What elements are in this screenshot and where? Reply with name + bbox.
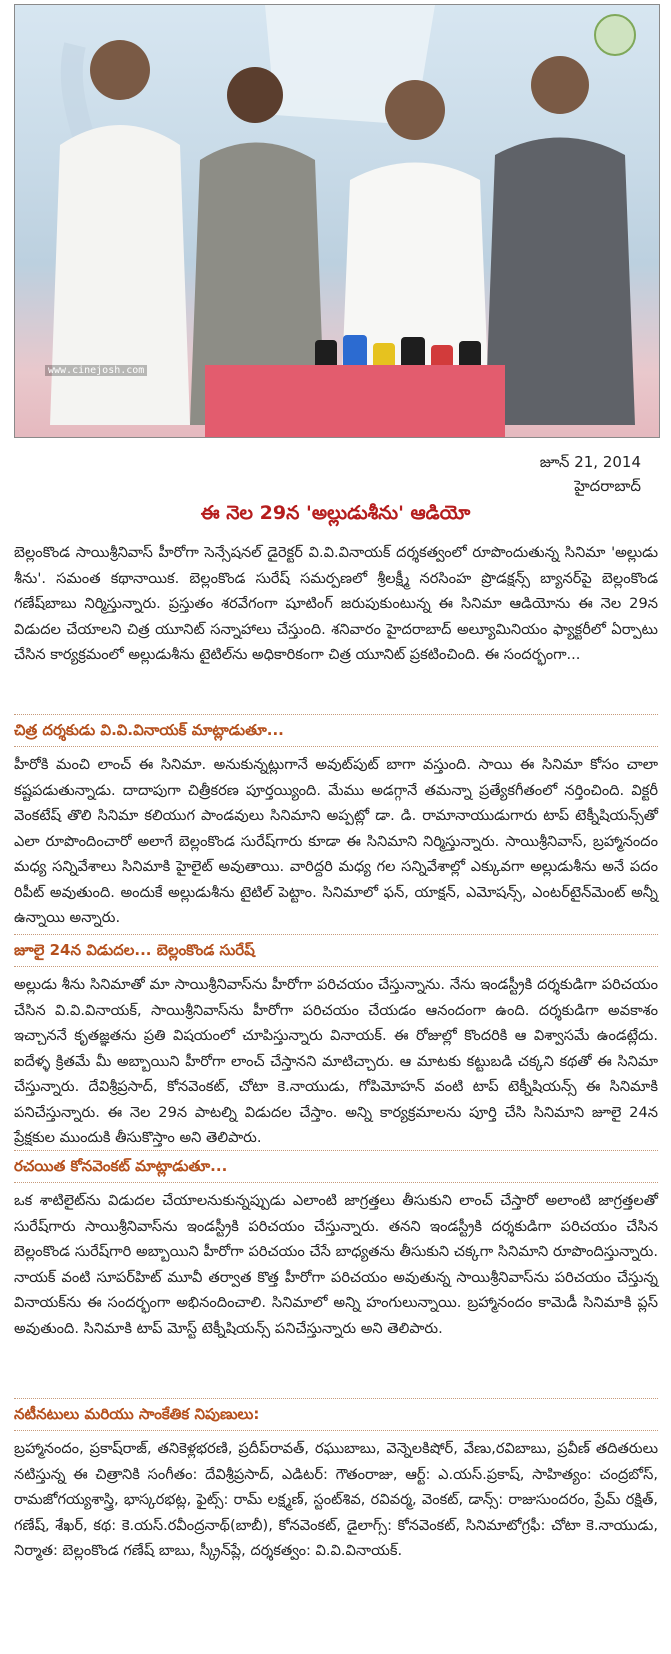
section-heading-producer: జూలై 24న విడుదల... బెల్లంకొండ సురేష్ [14, 941, 255, 959]
section-divider [14, 1150, 658, 1151]
section-body-writer: ఒక శాటిలైట్‌ను విడుదల చేయాలనుకున్నప్పుడు ఎలాంటి జాగ్రత్తలు తీసుకుని లాంచ్ చేస్తారో అలాంటి జాగ్రత్తలతో సురేష్‌గారు సాయిశ్రీనివాస్‌ను ఇండస్ట్రీకి పరిచయం చేస్తున్నారు. తనని ఇండస్ట్రీకి దర్శకుడిగా పరిచయం చేసిన బెల్లంకొండ సురేష్‌గారి అబ్బాయిని హీరోగా పరిచయం చేసే బాధ్యతను తీసుకుని చక్కగా సినిమాని రూపొందిస్తున్నారు. నాయక్ వంటి సూపర్‌హిట్ మూవీ తర్వాత కొత్త హీరోగా పరిచయం అవుతున్న సాయిశ్రీనివాస్‌ను పరిచయం చేస్తున్న వినాయక్‌ను ఈ సందర్భంగా అభినందించాలి. సినిమాలో అన్ని హంగులున్నాయి. బ్రహ్మానందం కామెడీ సినిమాకి ప్లస్ అవుతుంది. సినిమాకి టాప్ మోస్ట్ టెక్నీషియన్స్ పనిచేస్తున్నారు అని తెలిపారు. [14, 1192, 658, 1337]
section-divider [14, 966, 658, 967]
section-body-cast-crew: బ్రహ్మానందం, ప్రకాష్‌రాజ్, తనికెళ్లభరణి, ప్రదీప్‌రావత్, రఘుబాబు, వెన్నెలకిషోర్, వేణు,రవిబాబు, ప్రవీణ్ తదితరులు నటిస్తున్న ఈ చిత్రానికి సంగీతం: దేవిశ్రీప్రసాద్, ఎడిటర్: గౌతంరాజు, ఆర్ట్: ఎ.యస్.ప్రకాష్, సాహిత్యం: చంద్రబోస్, రామజోగయ్యశాస్త్రి, భాస్కరభట్ల, ఫైట్స్: రామ్ లక్ష్మణ్, స్టంట్‌శివ, రవివర్మ, వెంకట్, డాన్స్: రాజుసుందరం, ప్రేమ్ రక్షిత్, గణేష్, శేఖర్, కథ: కె.యస్.రవీంద్రనాథ్(బాబీ), కోనవెంకట్, డైలాగ్స్: కోనవెంకట్, సినిమాటోగ్రఫీ: చోటా కె.నాయుడు, నిర్మాత: బెల్లంకొండ గణేష్ బాబు, స్క్రీన్‌ప్లే, దర్శకత్వం: వి.వి.వినాయక్. [14, 1440, 658, 1559]
person-4 [485, 56, 635, 425]
channel-logo-icon [595, 15, 635, 55]
section-divider [14, 934, 658, 935]
article-headline: ఈ నెల 29న 'అల్లుడుశీను' ఆడియో [200, 502, 471, 524]
dateline [540, 450, 641, 498]
watermark-text: www.cinejosh.com [45, 365, 147, 376]
section-heading-cast-crew: నటీనటులు మరియు సాంకేతిక నిపుణులు: [14, 1405, 260, 1423]
section-divider [14, 1182, 658, 1183]
intro-paragraph: బెల్లంకొండ సాయిశ్రీనివాస్ హీరోగా సెన్సేషనల్ డైరెక్టర్ వి.వి.వినాయక్ దర్శకత్వంలో రూపొందుతున్న సినిమా 'అల్లుడు శీను'. సమంత కథానాయిక. బెల్లంకొండ సురేష్ సమర్పణలో శ్రీలక్ష్మీ నరసింహ ప్రొడక్షన్స్ బ్యానర్‌పై బెల్లంకొండ గణేష్‌బాబు నిర్మిస్తున్నారు. ప్రస్తుతం శరవేగంగా షూటింగ్ జరుపుకుంటున్న ఈ సినిమా ఆడియోను ఈ నెల 29న విడుదల చేయాలని చిత్ర యూనిట్ సన్నాహాలు చేస్తుంది. శనివారం హైదరాబాద్ అల్యూమినియం ఫ్యాక్టరీలో ఏర్పాటు చేసిన కార్యక్రమంలో అల్లుడుశీను టైటిల్‌ను అధికారికంగా చిత్ర యూనిట్ ప్రకటించింది. ఈ సందర్భంగా... [14, 544, 658, 663]
section-body-producer: అల్లుడు శీను సినిమాతో మా సాయిశ్రీనివాస్‌ను హీరోగా పరిచయం చేస్తున్నాను. నేను ఇండస్ట్రీకి దర్శకుడిగా పరిచయం చేసిన వి.వి.వినాయక్, సాయిశ్రీనివాస్‌ను హీరోగా పరిచయం చేయడం ఆనందంగా ఉంది. దర్శకుడిగా అవకాశం ఇచ్చాననే కృతజ్ఞతను ప్రతి విషయంలో చూపిస్తున్నారు వినాయక్. ఈ రోజుల్లో కొందరికి ఆ విశ్వాసమే ఉండట్లేదు. ఐదేళ్ళ క్రితమే మీ అబ్బాయిని హీరోగా లాంచ్ చేస్తానని మాటిచ్చారు. ఆ మాటకు కట్టుబడి చక్కని కథతో ఈ సినిమా చేస్తున్నారు. దేవిశ్రీప్రసాద్, కోనవెంకట్, చోటా కె.నాయుడు, గోపిమోహన్ వంటి టాప్ టెక్నీషియన్స్ ఈ సినిమాకి పనిచేస్తున్నారు. ఈ నెల 29న పాటల్ని విడుదల చేస్తాం. అన్ని కార్యక్రమాలను పూర్తి చేసి సినిమాని జూలై 24న ప్రేక్షకుల ముందుకి తీసుకొస్తాం అని తెలిపారు. [14, 976, 658, 1146]
date-text: జూన్ 21, 2014 [539, 453, 641, 471]
section-divider [14, 714, 658, 715]
place-text: హైదరాబాద్ [574, 477, 641, 495]
section-heading-writer: రచయిత కోనవెంకట్ మాట్లాడుతూ... [14, 1157, 228, 1175]
section-heading-director: చిత్ర దర్శకుడు వి.వి.వినాయక్ మాట్లాడుతూ... [14, 721, 284, 739]
table-cloth [205, 365, 505, 437]
section-divider [14, 746, 658, 747]
section-body-director: హీరోకి మంచి లాంచ్ ఈ సినిమా. అనుకున్నట్లుగానే అవుట్‌పుట్ బాగా వస్తుంది. సాయి ఈ సినిమా కోసం చాలా కష్టపడుతున్నాడు. దాదాపుగా చిత్రీకరణ పూర్తయ్యింది. మేము అడగ్గానే తమన్నా ప్రత్యేకగీతంలో నర్తించింది. విక్టరీ వెంకటేష్ తొలి సినిమా కలియుగ పాండవులు సినిమాని అప్పట్లో డా. డి. రామానాయుడుగారు టాప్ టెక్నీషియన్స్‌తో ఎలా రూపొందించారో అలాగే బెల్లంకొండ సురేష్‌గారు కూడా ఈ సినిమాని నిర్మిస్తున్నారు. సాయిశ్రీనివాస్, బ్రహ్మానందం మధ్య సన్నివేశాలు సినిమాకి హైలైట్ అవుతాయి. వారిద్దరి మధ్య గల సన్నివేశాల్లో ఎక్కువగా అల్లుడుశీను అనే పదం రిపీట్ అవుతుంది. అందుకే అల్లుడుశీను టైటిల్ పెట్టాం. సినిమాలో ఫన్, యాక్షన్, ఎమోషన్స్, ఎంటర్‌టైన్‌మెంట్ అన్నీ ఉన్నాయి అన్నారు. [14, 756, 658, 926]
section-divider [14, 1398, 658, 1399]
press-meet-photo [14, 4, 660, 438]
section-divider [14, 1430, 658, 1431]
